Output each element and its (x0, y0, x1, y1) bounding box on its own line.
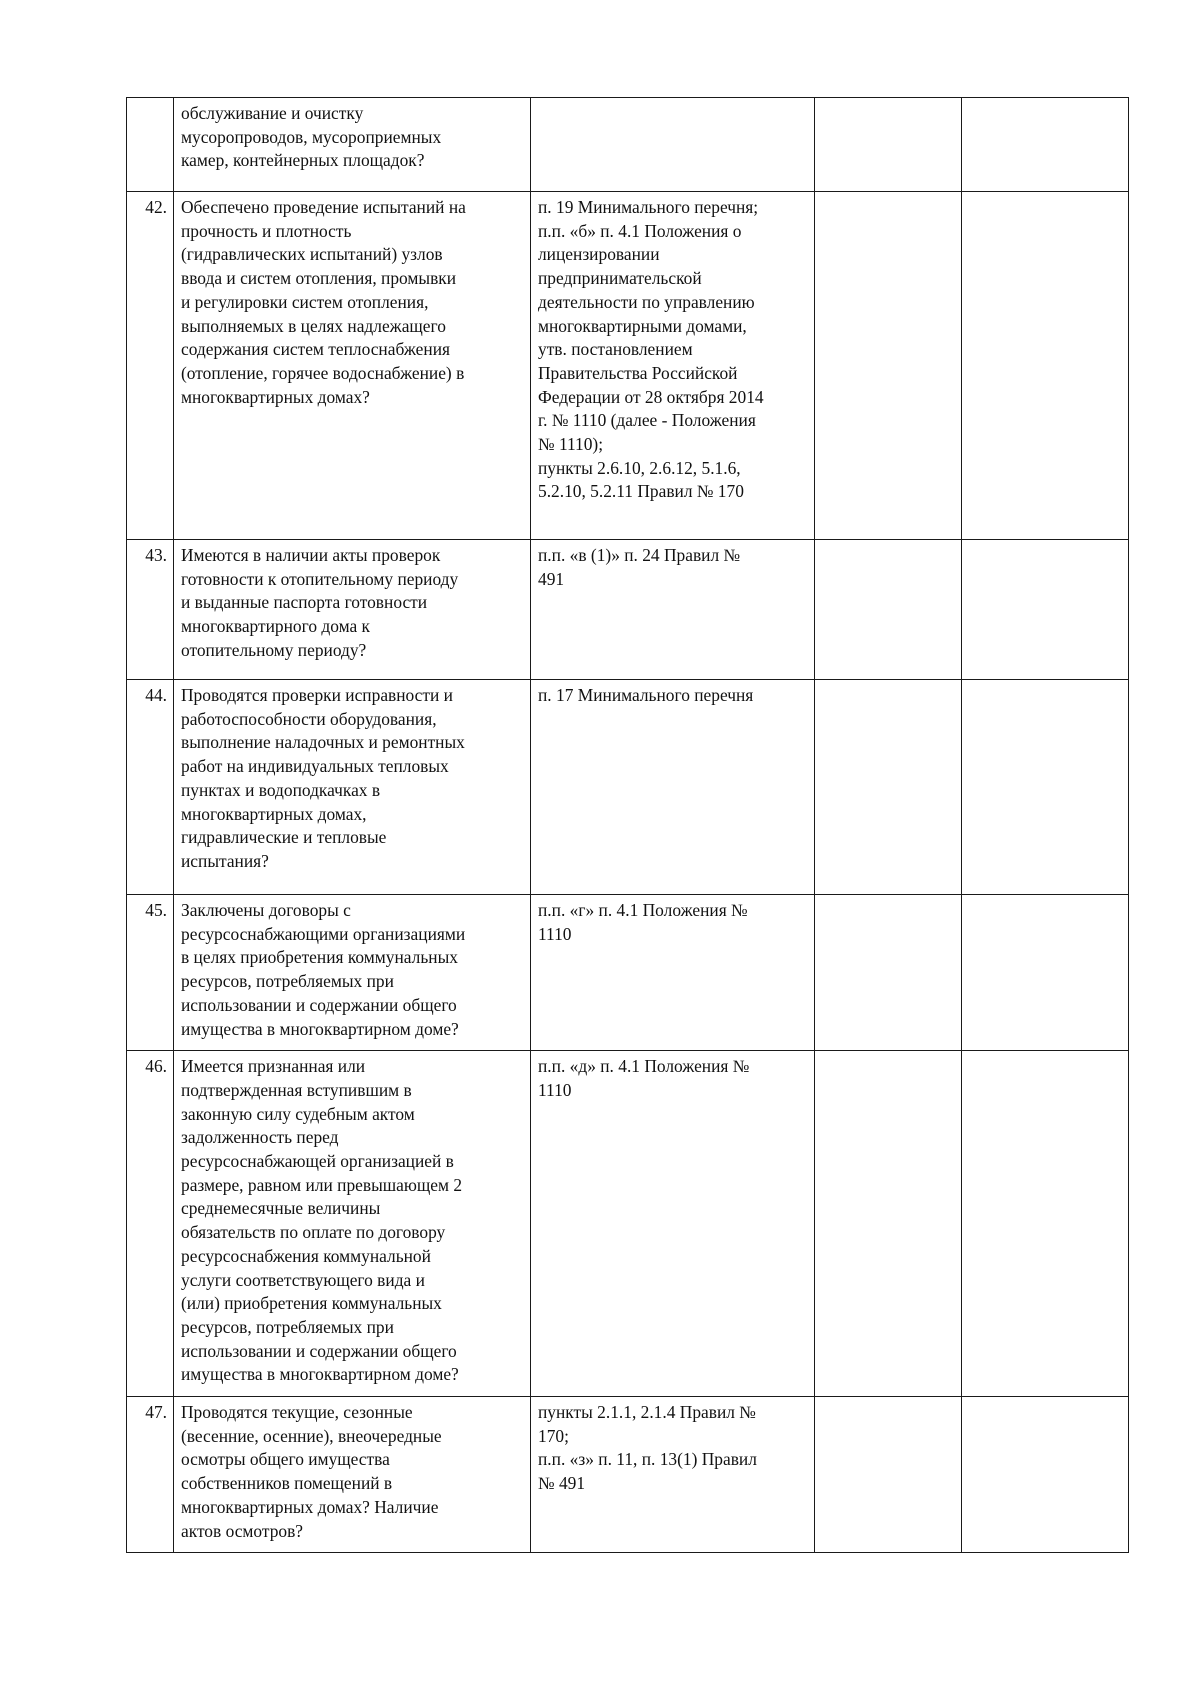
question-line: готовности к отопительному периоду (181, 568, 459, 589)
note-cell (962, 1051, 1129, 1397)
question-cell (174, 680, 531, 895)
question-line: отопительному периоду? (181, 639, 367, 660)
reference-line: Федерации от 28 октября 2014 (538, 386, 764, 407)
row-number: 42. (127, 192, 174, 540)
reference-line: п.п. «в (1)» п. 24 Правил № (538, 545, 741, 565)
question-line: работ на индивидуальных тепловых (181, 756, 449, 777)
question-line: пунктах и водоподкачках в (181, 779, 381, 800)
row-number: 43. (127, 540, 174, 680)
table-row (127, 1397, 1129, 1553)
question-cell (174, 1397, 531, 1553)
question-line: Проводятся текущие, сезонные (181, 1402, 413, 1423)
reference-line: № 1110); (538, 434, 604, 455)
question-line: ресурсов, потребляемых при (181, 1316, 394, 1337)
question-cell (174, 98, 531, 192)
note-cell (962, 98, 1129, 192)
question-line: актов осмотров? (181, 1520, 304, 1541)
reference-line: п. 19 Минимального перечня; (538, 197, 759, 217)
question-line: многоквартирных домах, (181, 803, 367, 824)
question-line: Имеется признанная или (181, 1056, 366, 1077)
note-cell (962, 680, 1129, 895)
question-line: камер, контейнерных площадок? (181, 150, 425, 171)
question-line: имущества в многоквартирном доме? (181, 1364, 459, 1385)
question-line: и выданные паспорта готовности (181, 592, 428, 613)
question-line: гидравлические и тепловые (181, 827, 387, 848)
note-cell (962, 192, 1129, 540)
row-number: 46. (127, 1051, 174, 1397)
reference-line: г. № 1110 (далее - Положения (538, 410, 756, 431)
question-line: ввода и систем отопления, промывки (181, 268, 457, 289)
question-line: в целях приобретения коммунальных (181, 947, 458, 968)
question-line: выполняемых в целях надлежащего (181, 315, 446, 336)
question-line: прочность и плотность (181, 220, 352, 241)
question-line: многоквартирных домах? (181, 386, 370, 407)
reference-line: п.п. «б» п. 4.1 Положения о (538, 220, 742, 241)
reference-line: 170; (538, 1425, 569, 1446)
row-number (127, 98, 174, 192)
question-line: среднемесячные величины (181, 1198, 381, 1219)
question-line: законную силу судебным актом (181, 1103, 415, 1124)
reference-line: многоквартирными домами, (538, 315, 747, 336)
question-line: (весенние, осенние), внеочередные (181, 1425, 442, 1446)
reference-line: 1110 (538, 923, 572, 944)
question-line: обслуживание и очистку (181, 103, 364, 123)
row-number: 45. (127, 895, 174, 1051)
question-line: подтвержденная вступившим в (181, 1079, 412, 1100)
question-line: многоквартирных домах? Наличие (181, 1496, 439, 1517)
question-line: обязательств по оплате по договору (181, 1222, 446, 1243)
question-cell (174, 1051, 531, 1397)
reference-line: утв. постановлением (538, 339, 693, 360)
table-row (127, 540, 1129, 680)
table-row (127, 1051, 1129, 1397)
reference-line: 5.2.10, 5.2.11 Правил № 170 (538, 481, 744, 502)
question-line: мусоропроводов, мусороприемных (181, 126, 442, 147)
reference-cell (531, 680, 815, 895)
reference-line: предпринимательской (538, 268, 702, 289)
question-line: Заключены договоры с (181, 900, 351, 920)
reference-cell (531, 1397, 815, 1553)
reference-line: Правительства Российской (538, 362, 738, 383)
row-number: 47. (127, 1397, 174, 1553)
reference-line: п.п. «д» п. 4.1 Положения № (538, 1056, 750, 1077)
question-line: работоспособности оборудования, (181, 708, 437, 729)
question-line: испытания? (181, 850, 269, 871)
reference-cell (531, 895, 815, 1051)
question-line: содержания систем теплоснабжения (181, 339, 450, 360)
checklist-table (126, 97, 1129, 1553)
question-line: использовании и содержании общего (181, 994, 457, 1015)
answer-cell (815, 192, 962, 540)
question-line: осмотры общего имущества (181, 1449, 390, 1470)
answer-cell (815, 540, 962, 680)
reference-line: 1110 (538, 1079, 572, 1100)
question-line: ресурсоснабжения коммунальной (181, 1245, 431, 1266)
note-cell (962, 895, 1129, 1051)
reference-line: пункты 2.6.10, 2.6.12, 5.1.6, (538, 457, 741, 478)
question-line: Обеспечено проведение испытаний на (181, 197, 466, 217)
answer-cell (815, 680, 962, 895)
reference-line: пункты 2.1.1, 2.1.4 Правил № (538, 1402, 756, 1423)
question-line: собственников помещений в (181, 1473, 393, 1494)
reference-line: № 491 (538, 1473, 586, 1494)
question-line: ресурсоснабжающей организацией в (181, 1151, 454, 1172)
question-line: и регулировки систем отопления, (181, 291, 429, 312)
question-line: выполнение наладочных и ремонтных (181, 732, 465, 753)
question-cell (174, 540, 531, 680)
answer-cell (815, 98, 962, 192)
question-line: (гидравлических испытаний) узлов (181, 244, 443, 265)
reference-cell (531, 540, 815, 680)
question-line: многоквартирного дома к (181, 616, 370, 637)
question-line: услуги соответствующего вида и (181, 1269, 425, 1290)
reference-line: лицензировании (538, 244, 660, 265)
table-row (127, 895, 1129, 1051)
answer-cell (815, 1397, 962, 1553)
row-number: 44. (127, 680, 174, 895)
reference-line: п.п. «г» п. 4.1 Положения № (538, 900, 748, 920)
note-cell (962, 1397, 1129, 1553)
reference-line: 491 (538, 568, 565, 589)
question-cell (174, 192, 531, 540)
reference-line: п.п. «з» п. 11, п. 13(1) Правил (538, 1449, 757, 1470)
question-line: размере, равном или превышающем 2 (181, 1174, 463, 1195)
question-line: задолженность перед (181, 1127, 339, 1148)
question-cell (174, 895, 531, 1051)
reference-cell (531, 1051, 815, 1397)
question-line: ресурсоснабжающими организациями (181, 923, 466, 944)
table-row (127, 192, 1129, 540)
question-line: (отопление, горячее водоснабжение) в (181, 362, 465, 383)
question-line: Имеются в наличии акты проверок (181, 545, 441, 565)
question-line: Проводятся проверки исправности и (181, 685, 453, 705)
table-row (127, 680, 1129, 895)
reference-cell (531, 98, 815, 192)
question-line: (или) приобретения коммунальных (181, 1293, 442, 1314)
note-cell (962, 540, 1129, 680)
reference-line: п. 17 Минимального перечня (538, 685, 754, 705)
answer-cell (815, 1051, 962, 1397)
table-row (127, 98, 1129, 192)
reference-line: деятельности по управлению (538, 291, 755, 312)
reference-cell (531, 192, 815, 540)
table-body (127, 98, 1129, 1553)
answer-cell (815, 895, 962, 1051)
question-line: ресурсов, потребляемых при (181, 971, 394, 992)
question-line: использовании и содержании общего (181, 1340, 457, 1361)
question-line: имущества в многоквартирном доме? (181, 1018, 459, 1039)
